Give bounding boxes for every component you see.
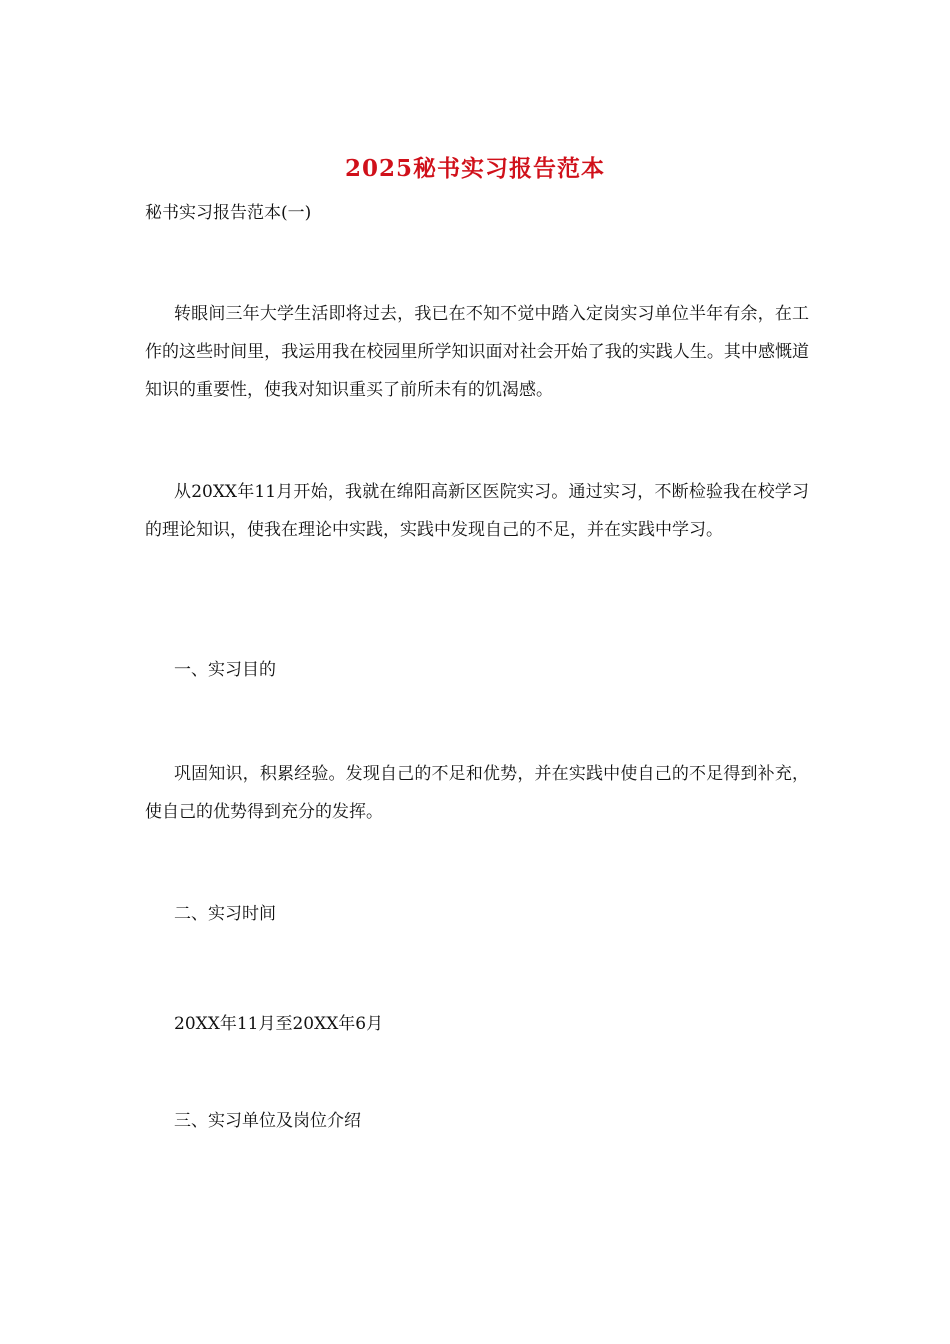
paragraph-internship-start: 从20XX年11月开始，我就在绵阳高新区医院实习。通过实习，不断检验我在校学习的理论知识，使我在理论中实践，实践中发现自己的不足，并在实践中学习。: [145, 482, 809, 540]
section-heading-time: 二、实习时间: [174, 904, 276, 924]
paragraph-time: 20XX年11月至20XX年6月: [174, 1014, 384, 1034]
document-subtitle: 秘书实习报告范本(一): [145, 203, 312, 223]
section-heading-purpose: 一、实习目的: [174, 660, 276, 680]
document-title: 2025秘书实习报告范本: [344, 155, 605, 182]
section-heading-unit: 三、实习单位及岗位介绍: [174, 1111, 361, 1131]
paragraph-intro: 转眼间三年大学生活即将过去，我已在不知不觉中踏入定岗实习单位半年有余，在工作的这些时间里，我运用我在校园里所学知识面对社会开始了我的实践人生。其中感慨道知识的重要性，使我对知识重买了前所未有的饥渴感。: [145, 304, 809, 400]
paragraph-purpose: 巩固知识，积累经验。发现自己的不足和优势，并在实践中使自己的不足得到补充，使自己的优势得到充分的发挥。: [145, 764, 809, 822]
